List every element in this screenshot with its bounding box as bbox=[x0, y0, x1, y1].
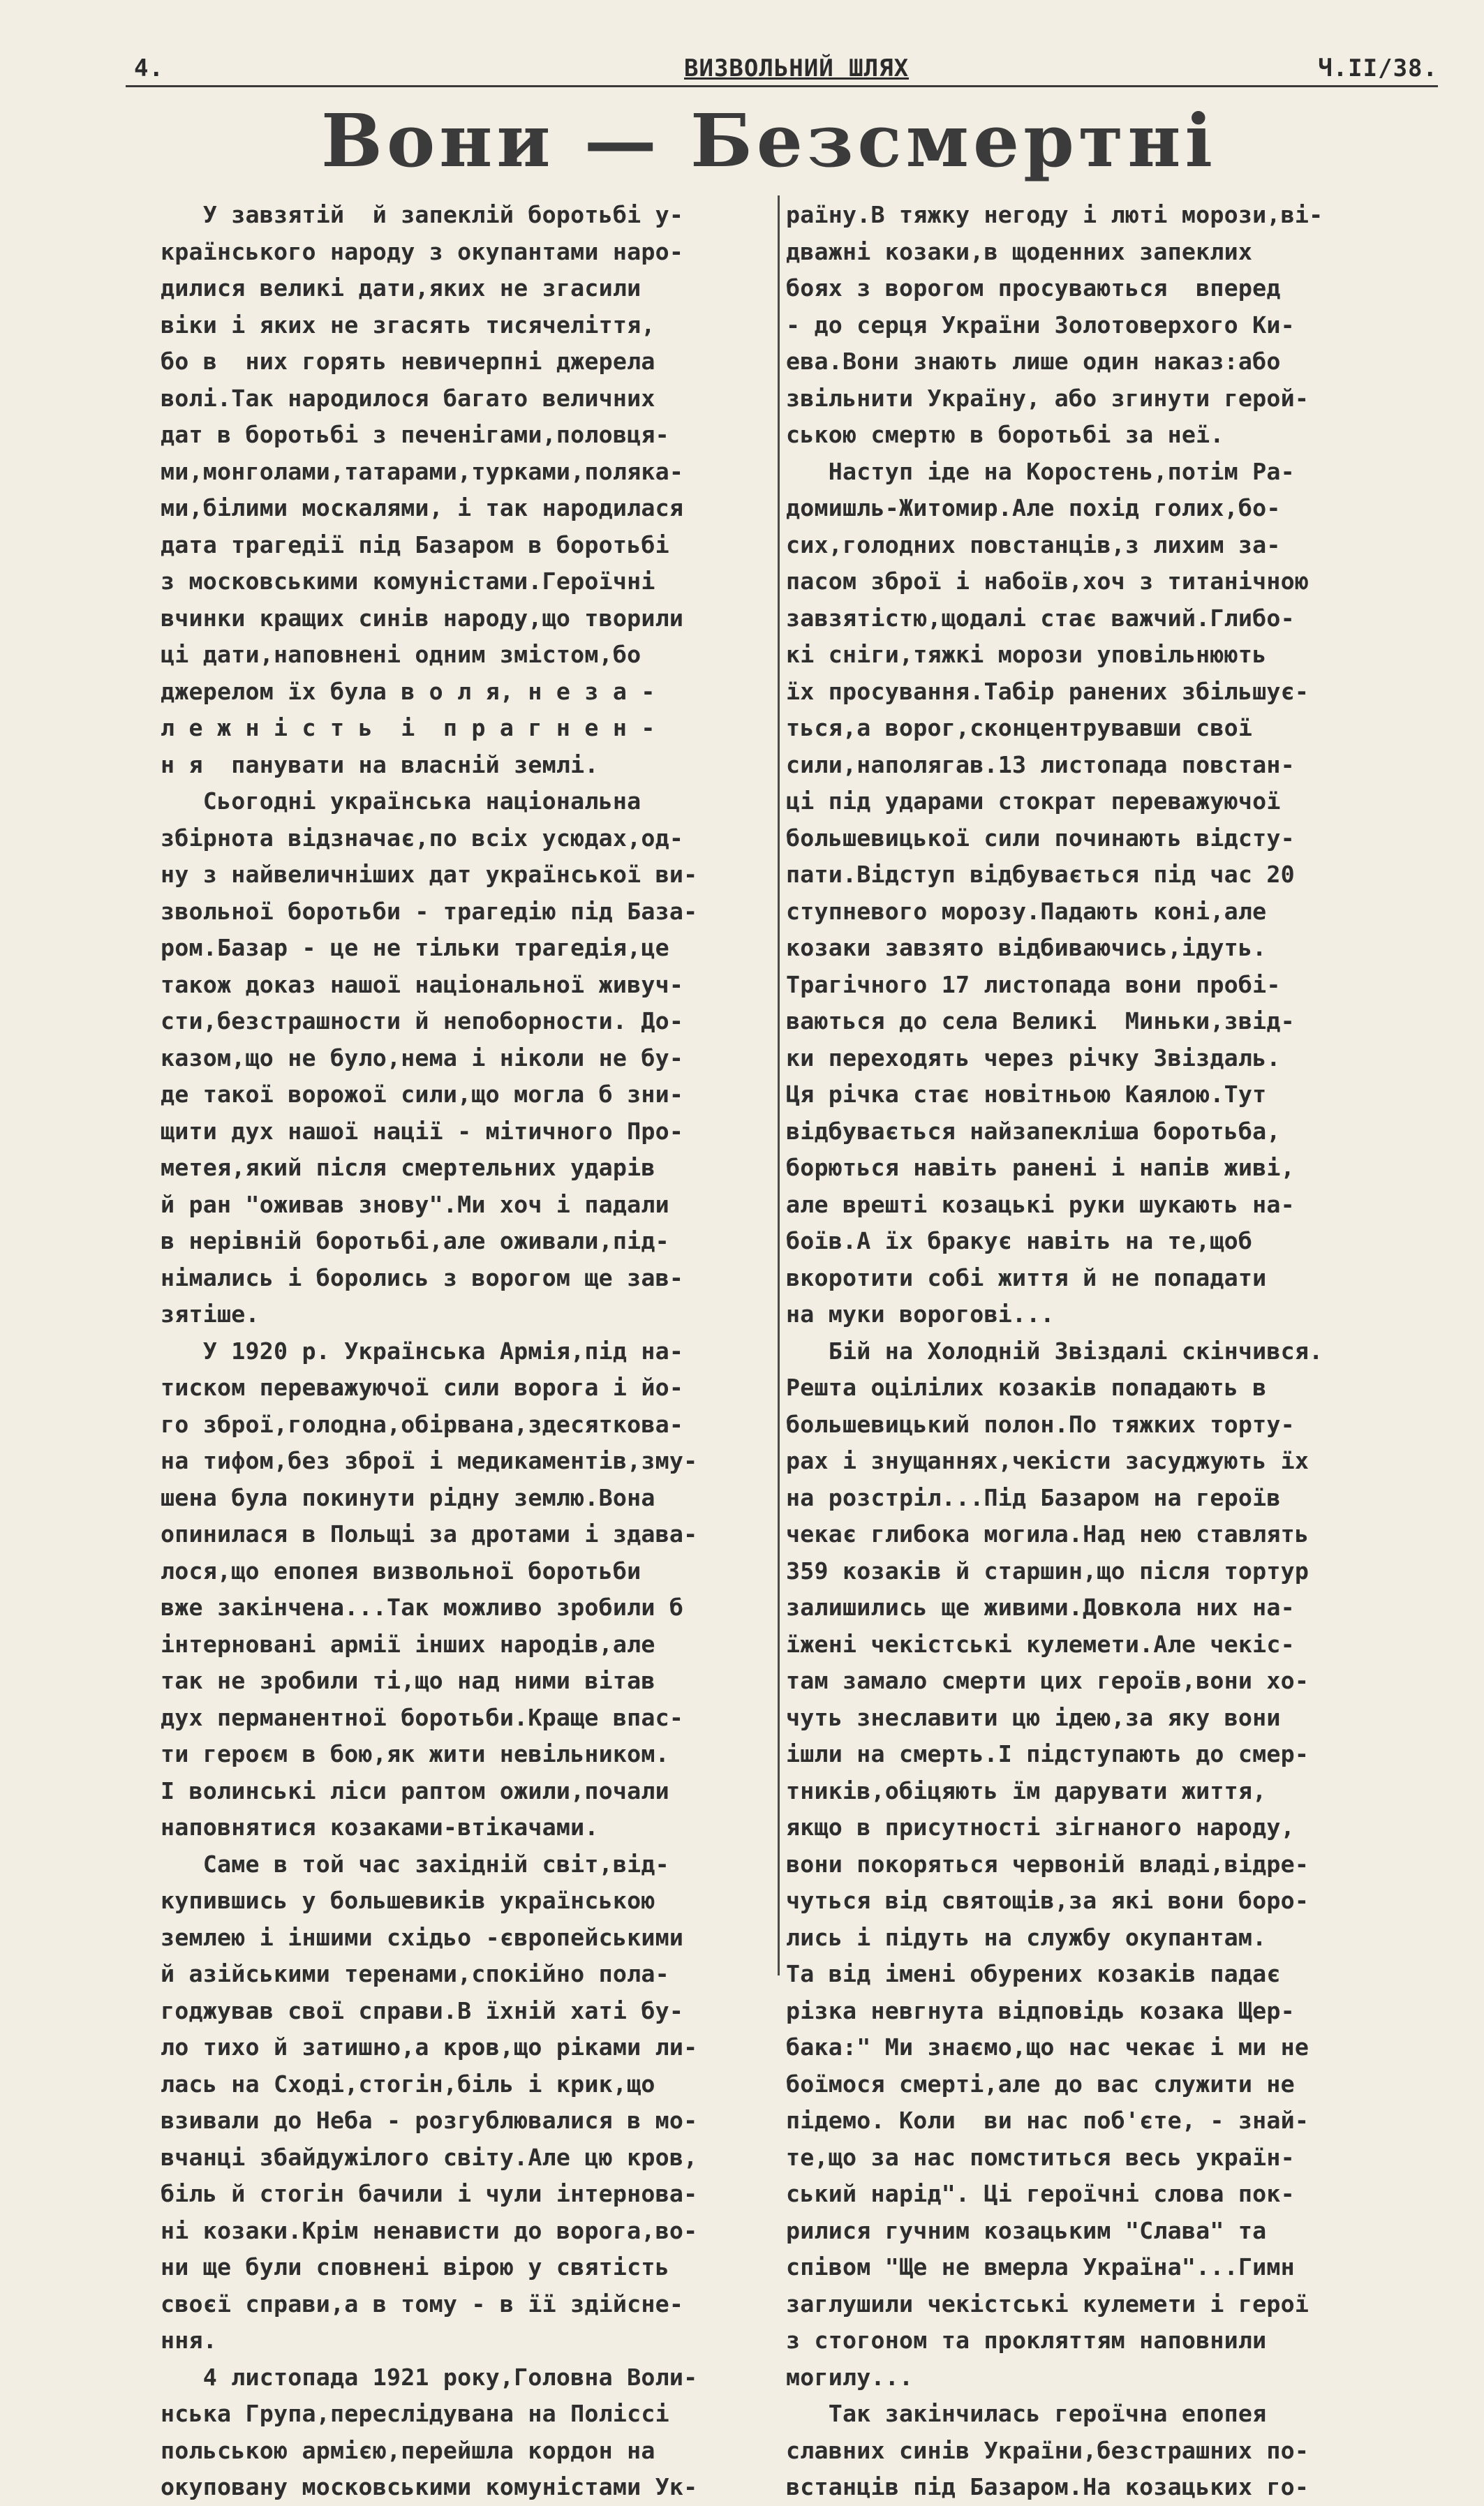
text-line: де такої ворожої сили,що могла б зни- bbox=[161, 1081, 684, 1108]
text-line: ці під ударами стократ переважуючої bbox=[786, 787, 1281, 815]
text-line: бо в них горять невичерпні джерела bbox=[161, 348, 655, 375]
text-line: їжені чекістські кулемети.Але чекіс- bbox=[786, 1630, 1295, 1658]
text-line: тиском переважуючої сили ворога і йо- bbox=[161, 1374, 684, 1401]
text-line: У завзятій й запеклій боротьбі у- bbox=[161, 201, 684, 228]
text-line: там замало смерти цих героїв,вони хо- bbox=[786, 1667, 1309, 1694]
text-line: могилу... bbox=[786, 2363, 914, 2391]
text-line: біль й стогін бачили і чули інтернова- bbox=[161, 2180, 698, 2207]
text-line: ром.Базар - це не тільки трагедія,це bbox=[161, 934, 669, 961]
text-line: завзятістю,щодалі стає важчий.Глибо- bbox=[786, 604, 1295, 632]
text-line: залишились ще живими.Довкола них на- bbox=[786, 1594, 1295, 1621]
text-line: збірнота відзначає,по всіх усюдах,од- bbox=[161, 824, 684, 852]
newspaper-name: ВИЗВОЛЬНИЙ ШЛЯХ bbox=[684, 54, 910, 82]
text-line: І волинські ліси раптом ожили,почали bbox=[161, 1777, 669, 1804]
text-line: інтерновані армії інших народів,але bbox=[161, 1630, 655, 1658]
page-number: 4. bbox=[134, 54, 164, 82]
text-line: на розстріл...Під Базаром на героїв bbox=[786, 1483, 1281, 1511]
text-line: кі сніги,тяжкі морози уповільнюють bbox=[786, 641, 1267, 668]
article-column-left bbox=[161, 197, 789, 2506]
text-line: країнського народу з окупантами наро- bbox=[161, 237, 684, 265]
text-line: встанців під Базаром.На козацьких го- bbox=[786, 2473, 1309, 2500]
text-line: годжував свої справи.В їхній хаті бу- bbox=[161, 1996, 684, 2024]
text-line: ці дати,наповнені одним змістом,бо bbox=[161, 641, 641, 668]
text-line: взивали до Неба - розгублювалися в мо- bbox=[161, 2107, 698, 2134]
text-line: борються навіть ранені і напів живі, bbox=[786, 1154, 1295, 1181]
text-line: чекає глибока могила.Над нею ставлять bbox=[786, 1520, 1309, 1548]
text-line: звольної боротьби - трагедію під База- bbox=[161, 897, 698, 925]
text-line: але врешті козацькі руки шукають на- bbox=[786, 1190, 1295, 1218]
text-line: й азійськими теренами,спокійно пола- bbox=[161, 1960, 669, 1987]
text-line: купившись у большевиків українською bbox=[161, 1887, 655, 1914]
text-line: ський нарід". Ці героїчні слова пок- bbox=[786, 2180, 1295, 2207]
text-line: н я панувати на власній землі. bbox=[161, 750, 599, 778]
text-line: те,що за нас помститься весь україн- bbox=[786, 2143, 1295, 2171]
text-line: джерелом їх була в о л я, н е з а - bbox=[161, 677, 655, 705]
text-line: різка невгнута відповідь козака Щер- bbox=[786, 1996, 1295, 2024]
text-line: Ця річка стає новітньою Каялою.Тут bbox=[786, 1081, 1267, 1108]
text-line: ступневого морозу.Падають коні,але bbox=[786, 897, 1267, 925]
text-line: боїмося смерті,але до вас служити не bbox=[786, 2070, 1295, 2098]
text-line: також доказ нашої національної живуч- bbox=[161, 970, 684, 998]
text-line: так не зробили ті,що над ними вітав bbox=[161, 1667, 655, 1694]
text-line: славних синів України,безстрашних по- bbox=[786, 2436, 1309, 2464]
text-line: пасом зброї і набоїв,хоч з титанічною bbox=[786, 568, 1309, 595]
text-line: ішли на смерть.І підступають до смер- bbox=[786, 1740, 1309, 1767]
text-line: якщо в присутності зігнаного народу, bbox=[786, 1814, 1295, 1841]
text-line: шена була покинути рідну землю.Вона bbox=[161, 1483, 655, 1511]
issue-number: Ч.II/38. bbox=[1318, 54, 1438, 82]
text-line: вже закінчена...Так можливо зробили б bbox=[161, 1594, 684, 1621]
text-line: нська Група,переслідувана на Поліссі bbox=[161, 2400, 669, 2427]
text-line: й ран "оживав знову".Ми хоч і падали bbox=[161, 1190, 669, 1218]
text-line: сили,наполягав.13 листопада повстан- bbox=[786, 750, 1295, 778]
header-rule bbox=[126, 85, 1438, 87]
text-line: ми,білими москалями, і так народилася bbox=[161, 494, 684, 521]
column-divider bbox=[778, 195, 780, 1975]
text-line: віки і яких не згасять тисячеліття, bbox=[161, 311, 655, 339]
text-line: польською армією,перейшла кордон на bbox=[161, 2436, 655, 2464]
text-line: ева.Вони знають лише один наказ:або bbox=[786, 348, 1281, 375]
text-line: ну з найвеличніших дат української ви- bbox=[161, 861, 698, 888]
text-line: в нерівній боротьбі,але оживали,під- bbox=[161, 1227, 669, 1254]
text-line: чуться від святощів,за які вони боро- bbox=[786, 1887, 1309, 1914]
text-line: го зброї,голодна,обірвана,здесяткова- bbox=[161, 1410, 684, 1438]
text-line: вони покоряться червоній владі,відре- bbox=[786, 1850, 1309, 1878]
text-line: дилися великі дати,яких не згасили bbox=[161, 274, 641, 302]
text-line: козаки завзято відбиваючись,ідуть. bbox=[786, 934, 1267, 961]
text-line: сих,голодних повстанців,з лихим за- bbox=[786, 531, 1281, 558]
text-line: чуть знеславити цю ідею,за яку вони bbox=[786, 1703, 1281, 1731]
text-line: лась на Сході,стогін,біль і крик,що bbox=[161, 2070, 655, 2098]
text-line: пати.Відступ відбувається під час 20 bbox=[786, 861, 1295, 888]
article-title: Вони — Безсмертні bbox=[321, 98, 1217, 184]
text-line: вчанці збайдужілого світу.Але цю кров, bbox=[161, 2143, 698, 2171]
text-line: У 1920 р. Українська Армія,під на- bbox=[161, 1337, 684, 1365]
text-line: ки переходять через річку Звіздаль. bbox=[786, 1044, 1281, 1072]
text-line: ми,монголами,татарами,турками,поляка- bbox=[161, 457, 684, 485]
text-line: німались і боролись з ворогом ще зав- bbox=[161, 1263, 684, 1291]
text-line: домишль-Житомир.Але похід голих,бо- bbox=[786, 494, 1281, 521]
text-line: Сьогодні українська національна bbox=[161, 787, 641, 815]
text-line: Бій на Холодній Звіздалі скінчився. bbox=[786, 1337, 1323, 1365]
text-line: з московськими комуністами.Героїчні bbox=[161, 568, 655, 595]
text-line: ваються до села Великі Миньки,звід- bbox=[786, 1007, 1295, 1035]
text-line: - до серця України Золотоверхого Ки- bbox=[786, 311, 1295, 339]
text-line: боях з ворогом просуваються вперед bbox=[786, 274, 1281, 302]
text-line: опинилася в Польщі за дротами і здава- bbox=[161, 1520, 698, 1548]
text-line: вчинки кращих синів народу,що творили bbox=[161, 604, 684, 632]
text-line: зятіше. bbox=[161, 1300, 260, 1328]
text-line: звільнити Україну, або згинути герой- bbox=[786, 384, 1309, 412]
text-line: наповнятися козаками-втікачами. bbox=[161, 1814, 599, 1841]
text-line: заглушили чекістські кулемети і герої bbox=[786, 2290, 1309, 2318]
text-line: землею і іншими східьо -європейськими bbox=[161, 1923, 684, 1951]
text-line: сти,безстрашности й непоборности. До- bbox=[161, 1007, 684, 1035]
text-line: своєї справи,а в тому - в її здійсне- bbox=[161, 2290, 684, 2318]
text-line: ння. bbox=[161, 2327, 217, 2354]
text-line: ло тихо й затишно,а кров,що ріками ли- bbox=[161, 2033, 698, 2061]
text-line: раїну.В тяжку негоду і люті морози,ві- bbox=[786, 201, 1323, 228]
text-line: казом,що не було,нема і ніколи не бу- bbox=[161, 1044, 684, 1072]
page-header bbox=[126, 54, 1438, 89]
text-line: 4 листопада 1921 року,Головна Воли- bbox=[161, 2363, 698, 2391]
text-line: лись і підуть на службу окупантам. bbox=[786, 1923, 1267, 1951]
text-line: дата трагедії під Базаром в боротьбі bbox=[161, 531, 669, 558]
text-line: на муки ворогові... bbox=[786, 1300, 1055, 1328]
text-line: підемо. Коли ви нас поб'єте, - знай- bbox=[786, 2107, 1309, 2134]
text-line: ти героєм в бою,як жити невільником. bbox=[161, 1740, 669, 1767]
text-line: їх просування.Табір ранених збільшує- bbox=[786, 677, 1309, 705]
text-line: бака:" Ми знаємо,що нас чекає і ми не bbox=[786, 2033, 1309, 2061]
text-line: Трагічного 17 листопада вони пробі- bbox=[786, 970, 1281, 998]
article-column-right bbox=[786, 197, 1442, 2506]
text-line: Так закінчилась героїчна епопея bbox=[786, 2400, 1267, 2427]
text-line: тників,обіцяють їм дарувати життя, bbox=[786, 1777, 1267, 1804]
text-line: ською смертю в боротьбі за неї. bbox=[786, 421, 1224, 448]
text-line: ться,а ворог,сконцентрувавши свої bbox=[786, 714, 1253, 741]
text-line: дух перманентної боротьби.Краще впас- bbox=[161, 1703, 684, 1731]
text-line: рилися гучним козацьким "Слава" та bbox=[786, 2216, 1267, 2244]
text-line: окуповану московськими комуністами Ук- bbox=[161, 2473, 698, 2500]
text-line: вкоротити собі життя й не попадати bbox=[786, 1263, 1267, 1291]
text-line: Наступ іде на Коростень,потім Ра- bbox=[786, 457, 1295, 485]
text-line: на тифом,без зброї і медикаментів,зму- bbox=[161, 1447, 698, 1474]
text-line: дат в боротьбі з печенігами,половця- bbox=[161, 421, 669, 448]
text-line: співом "Ще не вмерла Україна"...Гимн bbox=[786, 2253, 1295, 2281]
text-line: боїв.А їх бракує навіть на те,щоб bbox=[786, 1227, 1253, 1254]
text-line: щити дух нашої нації - мітичного Про- bbox=[161, 1117, 684, 1145]
text-line: ни ще були сповнені вірою у святість bbox=[161, 2253, 669, 2281]
text-line: з стогоном та прокляттям наповнили bbox=[786, 2327, 1267, 2354]
text-line: Саме в той час західній світ,від- bbox=[161, 1850, 669, 1878]
text-line: метея,який після смертельних ударів bbox=[161, 1154, 655, 1181]
text-line: рах і знущаннях,чекісти засуджують їх bbox=[786, 1447, 1309, 1474]
text-line: ні козаки.Крім ненависти до ворога,во- bbox=[161, 2216, 698, 2244]
text-line: Решта оцілілих козаків попадають в bbox=[786, 1374, 1267, 1401]
text-line: 359 козаків й старшин,що після тортур bbox=[786, 1557, 1309, 1585]
text-line: Та від імені обурених козаків падає bbox=[786, 1960, 1281, 1987]
text-line: л е ж н і с т ь і п р а г н е н - bbox=[161, 714, 655, 741]
text-line: дважні козаки,в щоденних запеклих bbox=[786, 237, 1253, 265]
text-line: большевицької сили починають відсту- bbox=[786, 824, 1295, 852]
text-line: большевицький полон.По тяжких торту- bbox=[786, 1410, 1295, 1438]
text-line: волі.Так народилося багато величних bbox=[161, 384, 655, 412]
text-line: лося,що епопея визвольної боротьби bbox=[161, 1557, 641, 1585]
text-line: відбувається найзапекліша боротьба, bbox=[786, 1117, 1281, 1145]
